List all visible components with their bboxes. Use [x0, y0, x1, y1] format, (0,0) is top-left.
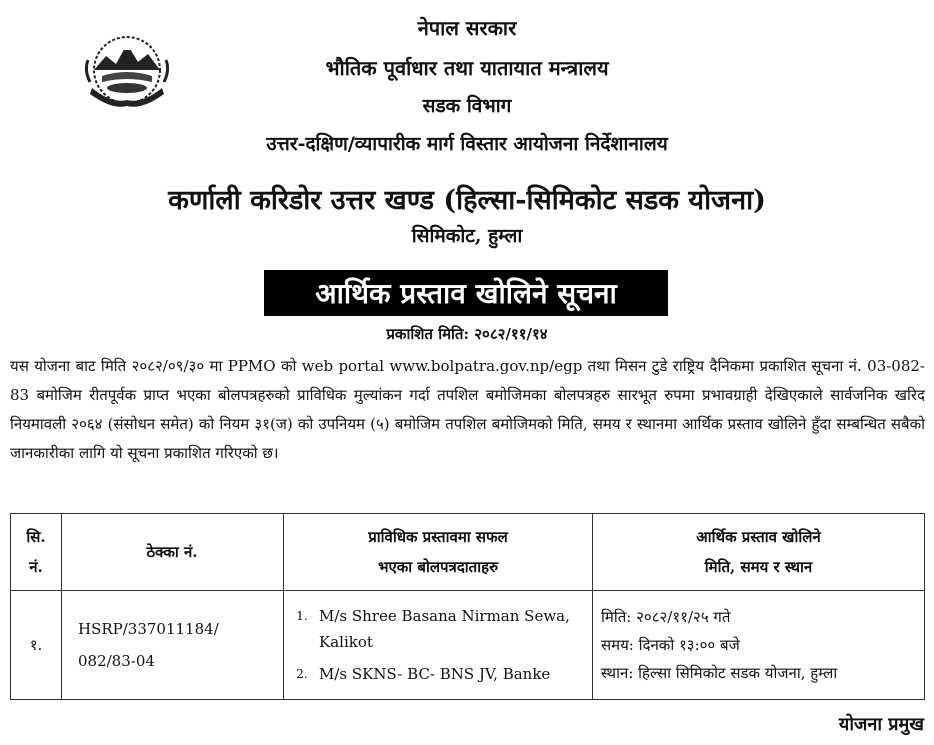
- header-contract-no: ठेक्का नं.: [62, 514, 284, 591]
- financial-opening-table: [10, 513, 925, 700]
- header-department: सडक विभाग: [422, 95, 512, 117]
- header-serial: सि. नं.: [11, 514, 62, 591]
- header-opening: आर्थिक प्रस्ताव खोलिने मिति, समय र स्थान: [593, 514, 925, 591]
- row-bidders: [284, 591, 593, 700]
- header-bidders: प्राविधिक प्रस्तावमा सफल भएका बोलपत्रदाताहरु: [284, 514, 593, 591]
- row-serial: १.: [11, 591, 62, 700]
- row-contract-no: HSRP/337011184/ 082/83-04: [62, 591, 284, 700]
- header-ministry: भौतिक पूर्वाधार तथा यातायात मन्त्रालय: [325, 56, 609, 80]
- bidder-number: 2.: [296, 667, 308, 681]
- header-project-title: कर्णाली करिडोर उत्तर खण्ड (हिल्सा-सिमिकोट सडक योजना): [168, 185, 766, 216]
- opening-time: समय: दिनको १३:०० बजे: [601, 636, 740, 654]
- bidder-name: M/s SKNS- BC- BNS JV, Banke: [319, 665, 551, 683]
- header-directorate: उत्तर-दक्षिण/व्यापारीक मार्ग विस्तार आयोजना निर्देशानालय: [266, 133, 668, 155]
- table-header-row: [11, 514, 925, 591]
- header-location: सिमिकोट, हुम्ला: [411, 225, 523, 247]
- table-row: [11, 591, 925, 700]
- notice-body: यस योजना बाट मिति २०८२/०९/३० मा PPMO को web portal www.bolpatra.gov.np/egp तथा मिसन टुडे राष्ट्रिय दैनिकमा प्रकाशित सूचना नं. 03-082-83 बमोजिम रीतपूर्वक प्राप्त भएका बोलपत्रहरुको प्राविधिक मुल्यांकन गर्दा तपशिल बमोजिमका बोलपत्रहरु सारभूत रुपमा प्रभावग्राही देखिएकाले सार्वजनिक खरिद नियमावली २०६४ (संसोधन समेत) को नियम ३१(ज) को उपनियम (५) बमोजिम तपशिल बमोजिमको मिति, समय र स्थानमा आर्थिक प्रस्ताव खोलिने हुँदा सम्बन्धित सबैको जानकारीका लागि यो सूचना प्रकाशित गरिएको छ।: [10, 357, 925, 462]
- bidder-number: 1.: [296, 609, 308, 623]
- bidder-name: M/s Shree Basana Nirman Sewa, Kalikot: [319, 607, 570, 651]
- notice-title: आर्थिक प्रस्ताव खोलिने सूचना: [264, 270, 668, 316]
- published-date: प्रकाशित मिति: २०८२/११/१४: [386, 325, 548, 343]
- list-item: [285, 661, 591, 687]
- opening-date: मिति: २०८२/११/२५ गते: [601, 608, 731, 626]
- opening-place: स्थान: हिल्सा सिमिकोट सडक योजना, हुम्ला: [601, 664, 838, 682]
- signature-project-chief: योजना प्रमुख: [838, 714, 924, 735]
- list-item: [285, 603, 591, 655]
- row-opening-details: [593, 591, 925, 700]
- header-government: नेपाल सरकार: [417, 16, 517, 40]
